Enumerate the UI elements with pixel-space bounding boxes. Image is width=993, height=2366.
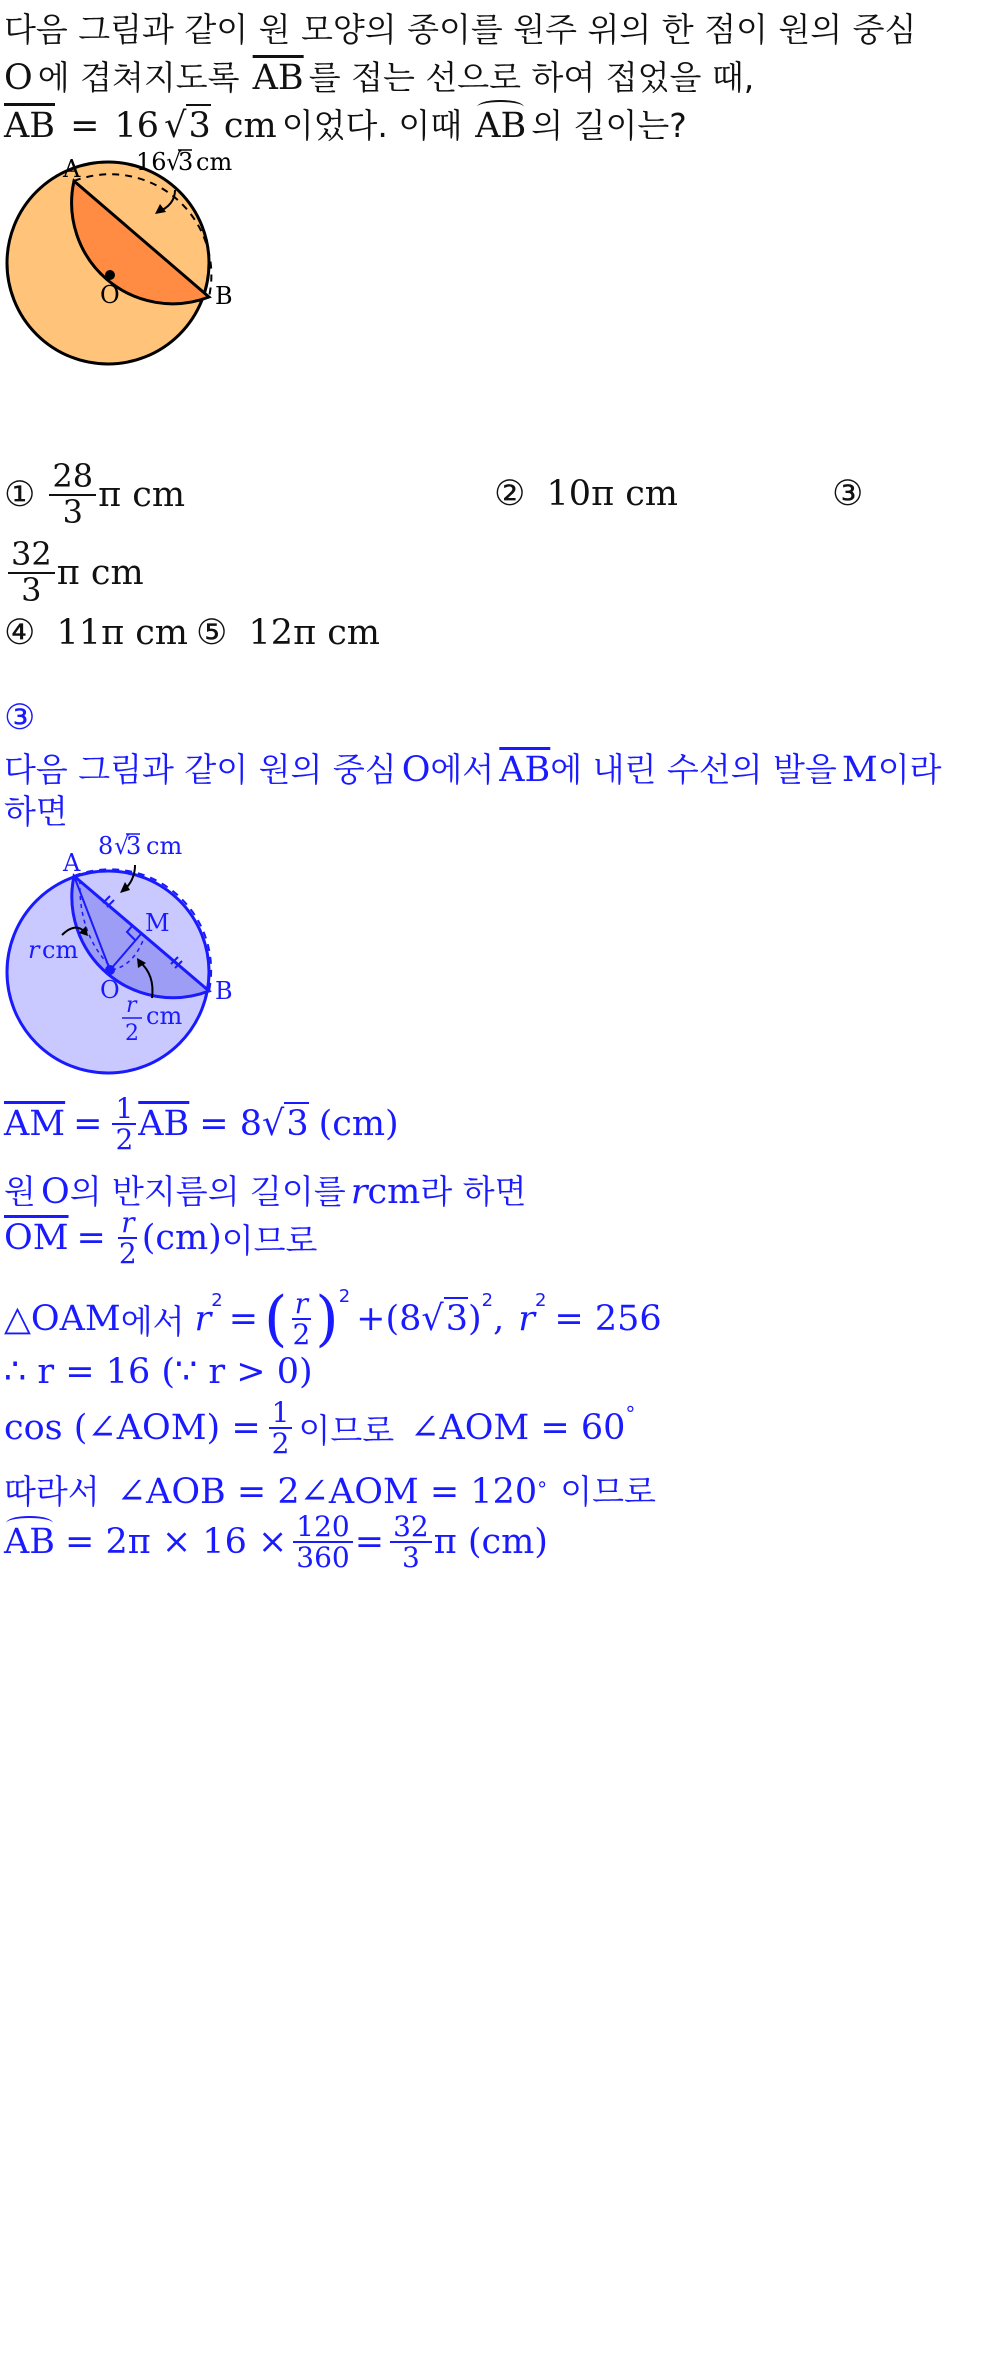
unit: cm (223, 106, 277, 146)
var-r: r (350, 1172, 368, 1212)
choice-4[interactable] (4, 613, 188, 653)
question-figure (0, 140, 360, 440)
choice-text: 12π cm (248, 613, 380, 653)
solution-step-4 (4, 1284, 662, 1354)
fraction: $\frac{r}{2}$ (292, 1286, 311, 1351)
solution-intro-2: 하면 (4, 792, 68, 831)
number: 16 (114, 106, 160, 146)
question-line-1: 다음 그림과 같이 원 모양의 종이를 원주 위의 한 점이 원의 중심 (4, 10, 917, 49)
half-radius-den: 2 (125, 1021, 139, 1046)
point-o: O (4, 58, 33, 98)
radius-unit: cm (42, 936, 79, 964)
point-m: M (841, 750, 878, 790)
angle-aom: ∠AOM = 60 (410, 1408, 626, 1449)
length-number: 8 (98, 832, 114, 860)
solution-text: 이라 (877, 750, 942, 789)
question-line-2 (4, 52, 754, 99)
sqrt: √3 (164, 106, 211, 146)
equals: = (76, 1218, 106, 1259)
length-number: 16 (136, 148, 167, 176)
sqrt-value: 3 (126, 832, 142, 860)
paren-close: ) (467, 1299, 482, 1339)
solution-text: 에서 (120, 1301, 185, 1341)
sqrt-sign: √ (166, 148, 182, 176)
triangle-oam: △OAM (4, 1299, 121, 1339)
label-o: O (100, 976, 120, 1004)
plus-term: +(8 (356, 1299, 422, 1339)
choice-tail: π cm (56, 552, 144, 593)
sqrt-sign: √ (114, 832, 130, 860)
solution-text: 이므로 (298, 1410, 395, 1450)
choice-text: 11π cm (56, 613, 188, 653)
choice-marker: ⑤ (196, 613, 228, 653)
solution-step-8 (4, 1512, 548, 1573)
choice-1[interactable] (4, 457, 186, 531)
solution-text: 원 (4, 1172, 36, 1211)
solution-text: 이므로 (560, 1472, 656, 1511)
var-r: r (194, 1299, 212, 1339)
solution-text: 이므로 (221, 1220, 318, 1260)
arc-ab: AB (4, 1522, 55, 1563)
answer-marker: ③ (4, 698, 36, 738)
label-a: A (63, 155, 81, 183)
var-r: r (518, 1299, 535, 1339)
equals: = 8 (199, 1104, 263, 1145)
choice-5[interactable] (196, 613, 380, 653)
question-text: 의 길이는? (531, 106, 687, 145)
equals: = (73, 1104, 103, 1145)
solution-step-6 (4, 1398, 635, 1459)
choice-2[interactable] (494, 474, 678, 514)
choice-3-marker[interactable]: ③ (832, 474, 864, 514)
label-m: M (145, 909, 170, 937)
unit: cm (367, 1172, 421, 1212)
half-radius-num: r (126, 993, 137, 1018)
degree: ° (625, 1402, 636, 1426)
arc-ab: AB (475, 106, 527, 146)
point-o: O (401, 750, 431, 790)
fraction: $\frac{1}{2}$ (269, 1398, 293, 1459)
question-text: 이었다. 이때 (281, 106, 463, 145)
question-text: 를 접는 선으로 하여 접었을 때, (308, 58, 755, 97)
choice-tail: π cm (98, 474, 186, 515)
solution-text: 의 반지름의 길이를 (69, 1172, 346, 1211)
fraction: $\frac{32}{3}$ (8, 538, 55, 607)
exponent: 2 (534, 1290, 547, 1311)
solution-step-5: ∴ r = 16 (∵ r > 0) (4, 1352, 313, 1392)
equals: = (228, 1299, 259, 1339)
sqrt: √3 (421, 1299, 468, 1339)
cos-expression: cos (∠AOM) = (4, 1408, 261, 1449)
radius-label: r (28, 936, 40, 964)
solution-text: 다음 그림과 같이 원의 중심 (4, 750, 397, 789)
exponent: 2 (338, 1286, 351, 1307)
center-point (105, 270, 115, 280)
paren-left: ( (264, 1284, 288, 1354)
unit: (cm) (318, 1104, 399, 1145)
exponent: 2 (481, 1290, 494, 1311)
length-unit: cm (196, 148, 233, 176)
length-unit: cm (146, 832, 183, 860)
choice-marker: ② (494, 474, 526, 514)
solution-intro-1 (4, 744, 941, 791)
choice-marker: ① (4, 474, 36, 515)
equals: = (354, 1522, 385, 1563)
half-radius-unit: cm (146, 1002, 183, 1030)
result: = 256 (554, 1299, 662, 1339)
sqrt: √3 (262, 1104, 309, 1145)
solution-step-7 (4, 1466, 656, 1513)
segment-om: $\overline{OM}$ (4, 1218, 69, 1259)
label-o: O (100, 281, 120, 309)
choice-text: 10π cm (546, 474, 678, 514)
solution-text: 에서 (430, 750, 495, 789)
segment-ab: $\overline{AB}$ (499, 750, 551, 790)
expression: = 2π × 16 × (65, 1522, 288, 1563)
result: π (cm) (433, 1522, 548, 1563)
solution-text: 따라서 (4, 1472, 100, 1511)
label-b: B (215, 977, 233, 1005)
point-o: O (40, 1172, 70, 1212)
angle-aob: ∠AOB = 2∠AOM = 120 (116, 1472, 538, 1512)
center-point (105, 965, 115, 975)
segment-ab: $\overline{AB}$ (252, 58, 304, 98)
solution-figure (0, 820, 360, 1080)
equals: = (70, 106, 100, 146)
solution-step-2 (4, 1166, 526, 1213)
label-a: A (63, 849, 81, 877)
solution-text: 라 하면 (420, 1172, 527, 1211)
fraction: $\frac{r}{2}$ (118, 1206, 137, 1271)
solution-step-3 (4, 1208, 317, 1269)
sqrt-value: 3 (178, 148, 194, 176)
fraction: $\frac{120}{360}$ (293, 1512, 352, 1573)
degree: ° (537, 1477, 548, 1502)
question-text: 에 겹쳐지도록 (37, 58, 240, 97)
choice-3[interactable] (6, 535, 144, 609)
unit: (cm) (141, 1218, 222, 1259)
paren-right: ) (315, 1284, 339, 1354)
solution-step-1 (4, 1094, 399, 1155)
fraction: $\frac{32}{3}$ (390, 1512, 432, 1573)
solution-text: 에 내린 수선의 발을 (550, 750, 837, 789)
label-b: B (215, 282, 233, 310)
segment-am: $\overline{AM}$ (4, 1104, 66, 1145)
choice-marker: ④ (4, 613, 36, 653)
exponent: 2 (211, 1290, 223, 1311)
segment-ab: $\overline{AB}$ (4, 106, 55, 146)
fraction: $\frac{1}{2}$ (112, 1094, 136, 1155)
segment-ab: $\overline{AB}$ (138, 1104, 190, 1145)
fraction: $\frac{28}{3}$ (49, 460, 96, 529)
comma: , (493, 1299, 505, 1339)
